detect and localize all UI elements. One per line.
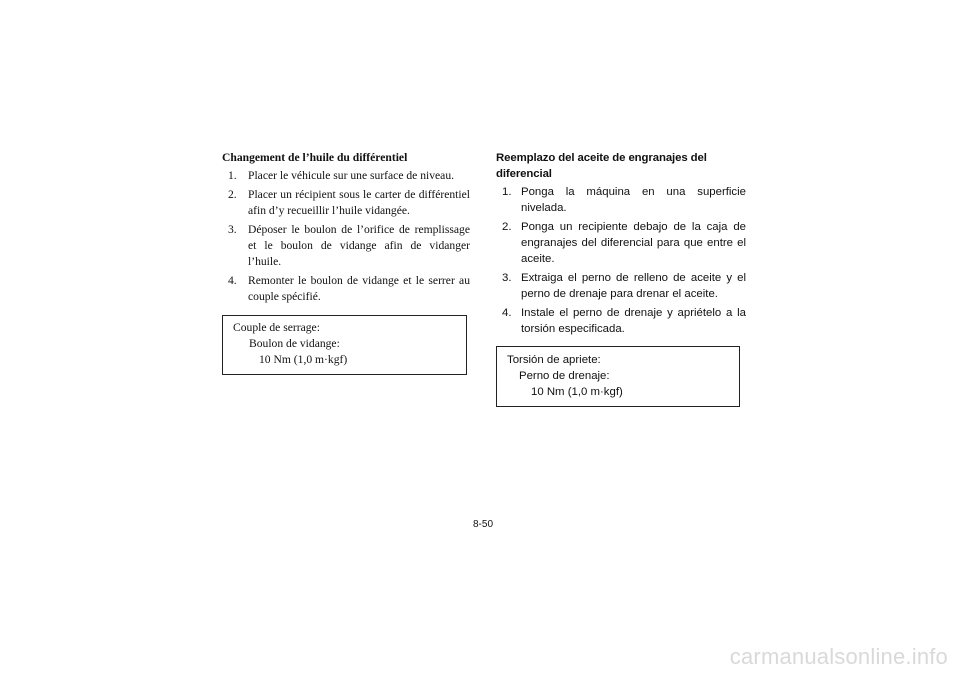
step-text: Extraiga el perno de relleno de aceite y el perno de drenaje para drenar el aceite. xyxy=(521,272,746,300)
french-step-4 xyxy=(222,273,470,305)
spec-label: Couple de serrage: xyxy=(233,321,320,334)
spanish-step-4 xyxy=(496,305,746,337)
spec-item: Perno de drenaje: xyxy=(519,370,610,382)
step-number: 3. xyxy=(228,223,237,236)
french-steps-list xyxy=(222,168,470,305)
spanish-steps-list xyxy=(496,184,746,337)
spec-label: Torsión de apriete: xyxy=(507,354,601,366)
step-number: 4. xyxy=(502,307,512,319)
step-text: Placer un récipient sous le carter de différentiel afin d’y recueillir l’huile vidangée. xyxy=(248,188,470,217)
spec-item: Boulon de vidange: xyxy=(249,337,340,350)
step-text: Ponga un recipiente debajo de la caja de engranajes del diferencial para que entre el aceite. xyxy=(521,221,746,265)
step-number: 2. xyxy=(502,221,512,233)
spanish-column xyxy=(496,150,746,407)
french-heading: Changement de l’huile du différentiel xyxy=(222,151,408,164)
spanish-step-2 xyxy=(496,219,746,267)
spanish-step-3 xyxy=(496,270,746,302)
french-torque-spec-box xyxy=(222,315,467,375)
step-number: 3. xyxy=(502,272,512,284)
step-text: Instale el perno de drenaje y apriételo a la torsión especificada. xyxy=(521,307,746,335)
french-step-1 xyxy=(222,168,470,184)
step-number: 1. xyxy=(228,169,237,182)
step-number: 2. xyxy=(228,188,237,201)
spanish-torque-spec-box xyxy=(496,346,740,407)
spanish-heading: Reemplazo del aceite de engranajes del diferencial xyxy=(496,152,707,180)
page-number: 8-50 xyxy=(472,519,493,530)
watermark: carmanualsonline.info xyxy=(729,644,948,669)
step-number: 4. xyxy=(228,274,237,287)
spanish-step-1 xyxy=(496,184,746,216)
step-text: Remonter le boulon de vidange et le serrer au couple spécifié. xyxy=(248,274,470,303)
french-step-2 xyxy=(222,187,470,219)
step-text: Ponga la máquina en una superficie nivelada. xyxy=(521,186,746,214)
french-column xyxy=(222,150,470,375)
french-step-3 xyxy=(222,222,470,270)
step-text: Placer le véhicule sur une surface de niveau. xyxy=(248,169,455,182)
spec-value: 10 Nm (1,0 m·kgf) xyxy=(531,386,623,398)
step-number: 1. xyxy=(502,186,512,198)
step-text: Déposer le boulon de l’orifice de remplissage et le boulon de vidange afin de vidanger l’huile. xyxy=(248,223,470,268)
spec-value: 10 Nm (1,0 m·kgf) xyxy=(259,353,348,366)
